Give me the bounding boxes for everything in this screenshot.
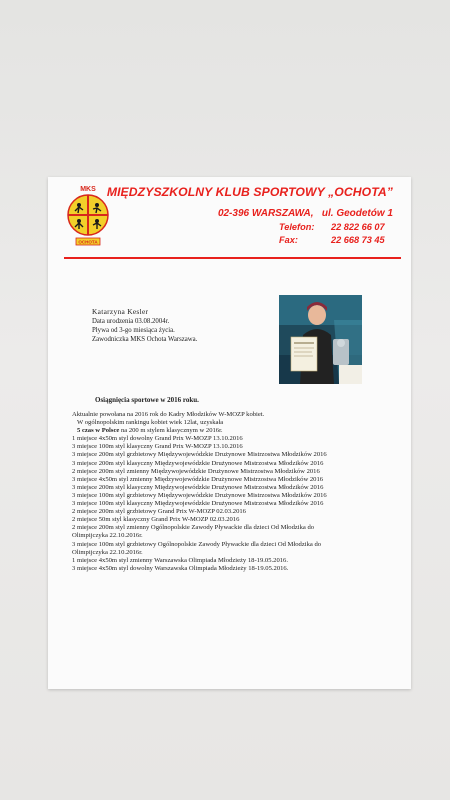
result-line: 2 miejsce 200m styl zmienny Ogólnopolskie Zawody Pływackie dla dzieci Od Młodzika do: [72, 524, 315, 532]
result-line: 2 miejsce 50m styl klasyczny Grand Prix W-MOZP 02.03.2016: [72, 516, 240, 524]
club-address: [107, 208, 393, 219]
result-line: 3 miejsce 100m styl klasyczny Grand Prix W-MOZP 13.10.2016: [72, 443, 243, 451]
fax-value: 22 668 73 45: [331, 235, 385, 245]
result-line: Olimpijczyka 22.10.2016r.: [72, 532, 143, 540]
intro-line-2: W ogólnopolskim rankingu kobiet wiek 12lat, uzyskała: [77, 419, 224, 427]
result-line: 1 miejsce 4x50m styl dowolny Grand Prix W-MOZP 13.10.2016: [72, 435, 243, 443]
result-line: 3 miejsce 200m styl klasyczny Międzywojewódzkie Drużynowe Mistrzostwa Młodzików 2016: [72, 483, 324, 491]
intro-line-3: [72, 427, 402, 435]
result-line: 3 miejsce 200m styl klasyczny Międzywojewódzkie Drużynowe Mistrzostwa Młodzików 2016: [72, 459, 324, 467]
fax-line: [107, 235, 393, 245]
athlete-name: Katarzyna Kesler: [92, 307, 149, 316]
address-street: ul. Geodetów 1: [321, 208, 393, 219]
result-line: 3 miejsce 100m styl klasyczny Międzywojewódzkie Drużynowe Mistrzostwa Młodzików 2016: [72, 500, 324, 508]
result-line: 2 miejsce 200m styl zmienny Międzywojewódzkie Drużynowe Mistrzostwa Młodzików 2016: [72, 467, 320, 475]
ranking-detail: na 200 m stylem klasycznym w 2016r.: [119, 427, 223, 435]
result-line: 3 miejsce 100m styl grzbietowy Ogólnopolskie Zawody Pływackie dla dzieci Od Młodzika do: [72, 540, 322, 548]
logo-top-text: MKS: [80, 186, 96, 193]
achievements-heading: Osiągnięcia sportowe w 2016 roku.: [95, 396, 199, 404]
athlete-photo: [279, 295, 362, 384]
birth-date: Data urodzenia 03.08.2004r.: [92, 318, 170, 325]
logo-bottom-text: OCHOTA: [78, 239, 98, 245]
club-membership: Zawodniczka MKS Ochota Warszawa.: [92, 336, 198, 343]
result-line: 3 miejsce 100m styl grzbietowy Międzywojewódzkie Drużynowe Mistrzostwa Młodzików 2016: [72, 491, 327, 499]
club-name: MIĘDZYSZKOLNY KLUB SPORTOWY „OCHOTA”: [106, 185, 393, 199]
result-line: 1 miejsce 4x50m styl zmienny Warszawska Olimpiada Młodzieży 18-19.05.2016.: [72, 556, 288, 564]
phone-value: 22 822 66 07: [331, 222, 385, 232]
achievements-body: [72, 411, 402, 573]
result-line: 3 miejsce 4x50m styl zmienny Międzywojewódzkie Drużynowe Mistrzostwa Młodzików 2016: [72, 475, 324, 483]
result-line: 3 miejsce 4x50m styl dowolny Warszawska Olimpiada Młodzieży 18-19.05.2016.: [72, 564, 289, 572]
result-line: 2 miejsce 200m styl grzbietowy Grand Prix W-MOZP 02.03.2016: [72, 508, 246, 516]
result-line: 3 miejsce 200m styl grzbietowy Międzywojewódzkie Drużynowe Mistrzostwa Młodzików 2016: [72, 451, 327, 459]
swimming-since: Pływa od 3-go miesiąca życia.: [92, 327, 175, 334]
phone-label: Telefon:: [279, 222, 315, 232]
phone-line: [107, 222, 393, 232]
letterhead: [107, 185, 393, 245]
result-line: Olimpijczyka 22.10.2016r.: [72, 548, 143, 556]
document-page: [48, 177, 411, 689]
letterhead-divider: [64, 257, 401, 259]
athlete-info: [92, 307, 197, 344]
club-logo: [64, 183, 112, 247]
address-city: 02-396 WARSZAWA,: [217, 208, 314, 219]
fax-label: Fax:: [279, 235, 298, 245]
ranking-highlight: 5 czas w Polsce: [77, 427, 120, 435]
intro-line-1: Aktualnie powołana na 2016 rok do Kadry Młodzików W-MOZP kobiet.: [72, 411, 265, 418]
